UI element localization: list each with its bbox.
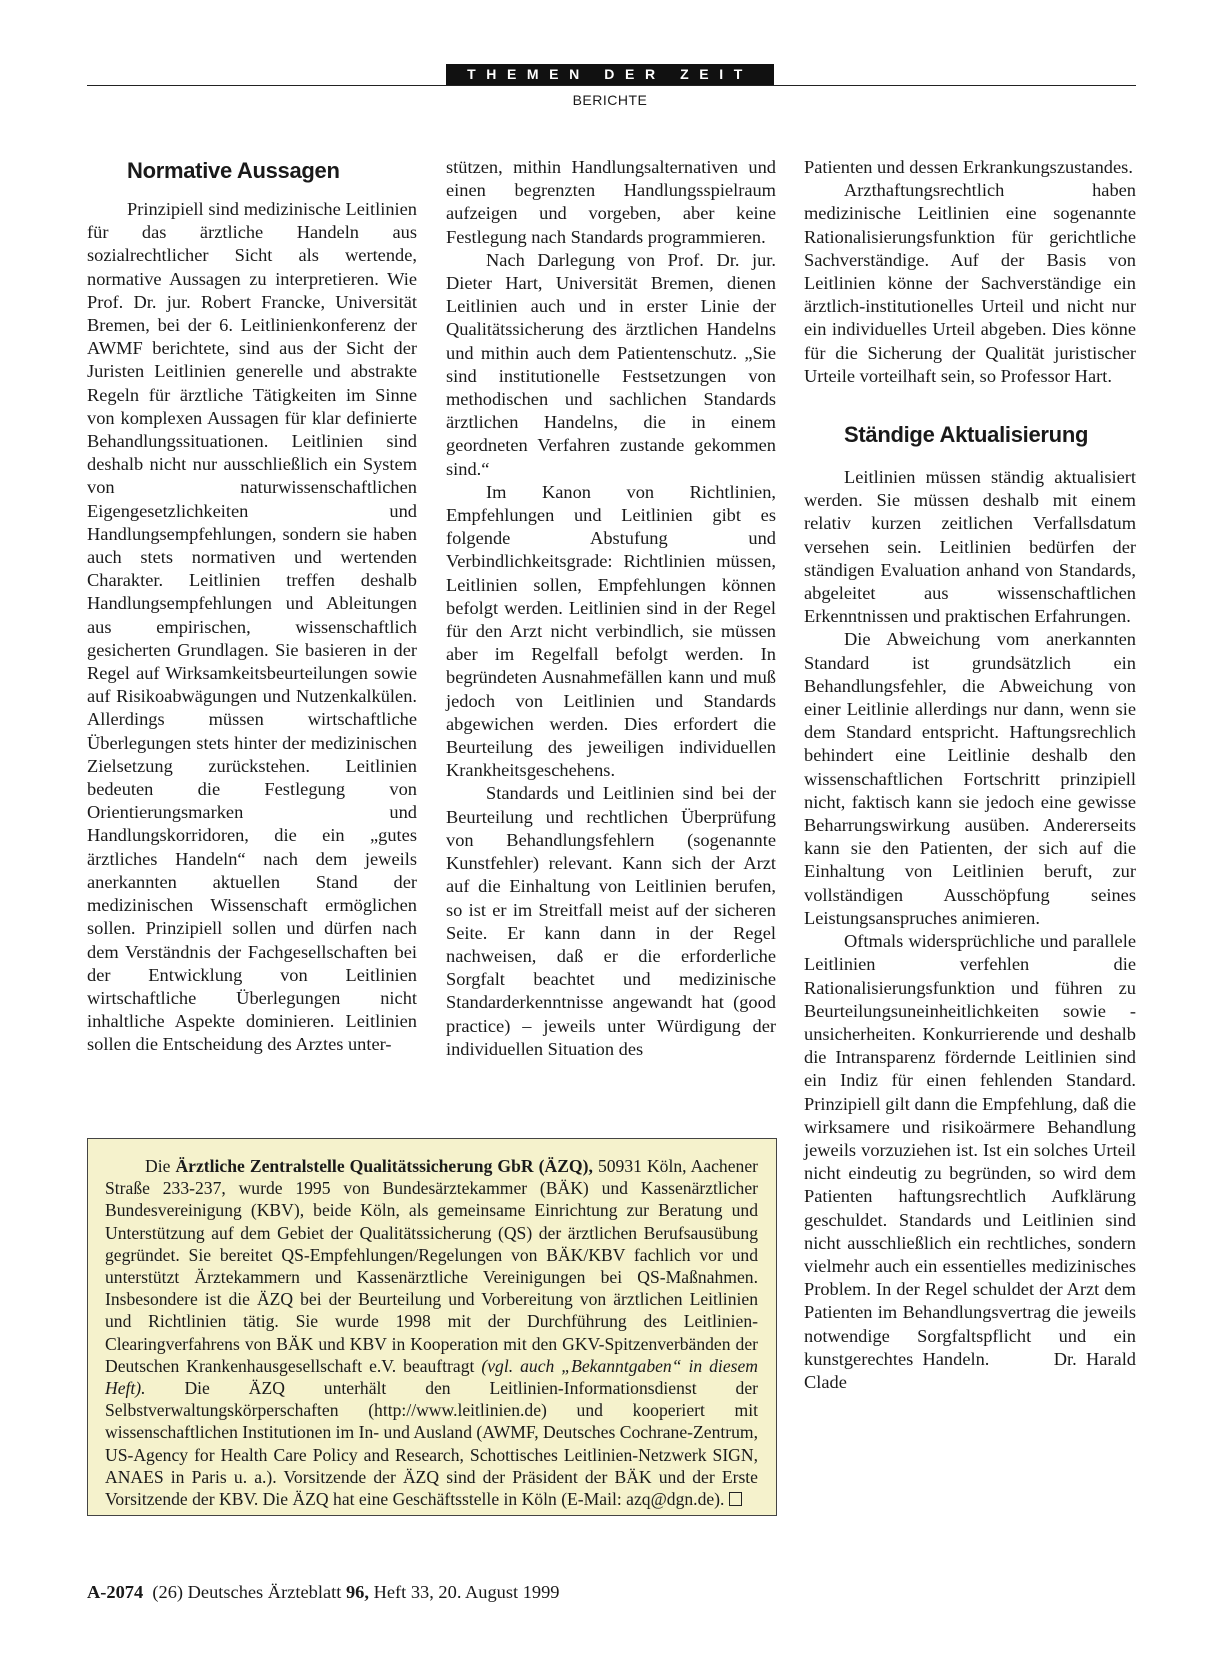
paragraph: Standards und Leitlinien sind bei der Beurteilung und rechtlichen Überprüfung von Behandlungsfehlern (sogenannte Kunstfehler) relevant. Kann sich der Arzt auf die Einhaltung von Leitlinien berufen, so ist er im Streitfall meist auf der sicheren Seite. Er kann dann in der Regel nachweisen, daß er die erforderliche Sorgfalt beachtet und medizinische Standarderkenntnisse angewandt hat (good practice) – jeweils unter Würdigung der individuellen Situation des [446,783,776,1059]
paragraph: Nach Darlegung von Prof. Dr. jur. Dieter Hart, Universität Bremen, dienen Leitlinien auch und in erster Linie der Qualitätssicherung des ärztlichen Handelns und mithin auch dem Patientenschutz. „Sie sind institutionelle Festsetzungen von methodischen und sachlichen Standards ärztlichen Handelns, die in einem geordneten Verfahren zustande gekommen sind.“ [446,249,776,479]
info-lead: Die [145,1156,171,1176]
column-2 [446,156,776,1116]
page-info: (26) Deutsches Ärzteblatt [152,1582,342,1602]
issue-info: Heft 33, 20. August 1999 [373,1582,560,1602]
section-subtitle: BERICHTE [572,92,648,108]
paragraph: Prinzipiell sind medizinische Leitlinien für das ärztliche Handeln aus sozialrechtlicher Sicht als wertende, normative Aussagen zu interpretieren. Wie Prof. Dr. jur. Robert Francke, Universität Bremen, bei der 6. Leitlinienkonferenz der AWMF berichtete, sind aus der Sicht der Juristen Leitlinien generelle und abstrakte Regeln für ärztliche Tätigkeiten im Sinne von komplexen Aussagen für klar definierte Behandlungssituationen. Leitlinien sind deshalb nicht nur ausschließlich ein System von naturwissenschaftlichen Eigengesetzlichkeiten und Handlungsempfehlungen, sondern sie haben auch stets normativen und wertenden Charakter. Leitlinien treffen deshalb Handlungsempfehlungen und Ableitungen aus empirischen, wissenschaftlich gesicherten Grundlagen. Sie basieren in der Regel auf Wirksamkeitsbeurteilungen sowie auf Risikoabwägungen und Nutzenkalkülen. Allerdings müssen wirtschaftliche Überlegungen stets hinter der medizinischen Zielsetzung zurückstehen. Leitlinien bedeuten die Festlegung von Orientierungsmarken und Handlungskorridoren, die ein „gutes ärztliches Handeln“ nach dem jeweils anerkannten aktuellen Stand der medizinischen Wissenschaft ermöglichen sollen. Prinzipiell sollen und dürfen nach dem Verständnis der Fachgesellschaften bei der Entwicklung von Leitlinien wirtschaftliche Überlegungen nicht inhaltliche Aspekte dominieren. Leitlinien sollen die Entscheidung des Arztes unter- [87,199,417,1055]
section-banner: THEMEN DER ZEIT [446,64,774,85]
paragraph: Leitlinien müssen ständig aktualisiert werden. Sie müssen deshalb mit einem relativ kurzen zeitlichen Verfallsdatum versehen sein. Leitlinien bedürfen der ständigen Evaluation anhand von Standards, abgeleitet aus wissenschaftlichen Erkenntnissen und praktischen Erfahrungen. [804,467,1136,627]
paragraph: Im Kanon von Richtlinien, Empfehlungen und Leitlinien gibt es folgende Abstufung und Verbindlichkeitsgrade: Richtlinien müssen, Leitlinien sollen, Empfehlungen können befolgt werden. Leitlinien sind in der Regel für den Arzt nicht verbindlich, sie müssen aber im Regelfall befolgt werden. In begründeten Ausnahmefällen kann und muß jedoch von Leitlinien und Standards abgewichen werden. Dies erfordert die Beurteilung des jeweiligen individuellen Krankheitsgeschehens. [446,481,776,781]
header-rule [87,85,1136,86]
heading-staendige-aktualisierung: Ständige Aktualisierung [844,422,1089,448]
page-number: A-2074 [87,1582,144,1602]
paragraph [804,930,1136,1394]
column-3 [804,156,1136,1534]
info-box-text [105,1155,758,1510]
end-square-icon [729,1492,742,1506]
info-text-2: Die ÄZQ unterhält den Leitlinien-Informationsdienst der Selbstverwaltungskörperschaften (http://www.leitlinien.de) und kooperiert mit wissenschaftlichen Institutionen im In- und Ausland (AWMF, Deutsches Cochrane-Zentrum, US-Agency for Health Care Policy and Research, Schottisches Leitlinien-Netzwerk SIGN, ANAES in Paris u. a.). Vorsitzende der ÄZQ sind der Präsident der BÄK und der Erste Vorsitzende der KBV. Die ÄZQ hat eine Geschäftsstelle in Köln (E-Mail: azq@dgn.de). [105,1378,758,1510]
info-italic-reference: (vgl. auch „Bekanntgaben“ in diesem Heft). [105,1355,758,1399]
organization-name: Ärztliche Zentralstelle Qualitätssicherung GbR (ÄZQ), [175,1156,593,1176]
paragraph-text: Oftmals widersprüchliche und parallele Leitlinien verfehlen die Rationalisierungsfunktion und führen zu Beurteilungsuneinheitlichkeiten sowie -unsicherheiten. Konkurrierende und deshalb die Intransparenz fördernde Leitlinien sind ein Indiz für einen fehlenden Standard. Prinzipiell gilt dann die Empfehlung, daß die wirksamere und risikoärmere Behandlung jeweils vorzuziehen ist. Ist ein solches Urteil nicht eindeutig zu begründen, so wird dem Patienten haftungsrechtlich Aufklärung geschuldet. Standards und Leitlinien sind nicht ausschließlich ein rechtliches, sondern vielmehr auch ein essentielles medizinisches Problem. In der Regel schuldet der Arzt dem Patienten im Behandlungsvertrag die jeweils notwendige Sorgfaltspflicht und ein kunstgerechtes Handeln. [804,931,1136,1369]
info-box-azq [87,1138,777,1516]
paragraph: Die Abweichung vom anerkannten Standard ist grundsätzlich ein Behandlungsfehler, die Abweichung von einer Leitlinie allerdings nur dann, wenn sie dem Standard entspricht. Haftungsrechlich behindert eine Leitlinie deshalb den wissenschaftlichen Fortschritt prinzipiell nicht, faktisch kann sie jedoch eine gewisse Beharrungswirkung ausüben. Andererseits kann sie den Patienten, der sich auf die Einhaltung von Leitlinien beruft, zur vollständigen Ausschöpfung seines Leistungsanspruches animieren. [804,629,1136,928]
paragraph: Arzthaftungsrechtlich haben medizinische Leitlinien eine sogenannte Rationalisierungsfunktion für gerichtliche Sachverständige. Auf der Basis von Leitlinien könne der Sachverständige ein ärztlich-institutionelles Urteil und nicht nur ein individuelles Urteil abgeben. Dies könne für die Sicherung der Qualität juristischer Urteile vorteilhaft sein, so Professor Hart. [804,180,1136,386]
page-footer [87,1582,560,1603]
paragraph: Patienten und dessen Erkrankungszustandes. [804,157,1133,177]
author-name: Dr. Harald Clade [804,1348,1137,1392]
paragraph: stützen, mithin Handlungsalternativen und einen begrenzten Handlungsspielraum aufzeigen und vorgeben, aber keine Festlegung nach Standards programmieren. [446,157,776,247]
column-1 [87,156,417,1116]
volume-number: 96, [345,1582,369,1602]
heading-normative-aussagen: Normative Aussagen [127,158,340,183]
info-text-1: 50931 Köln, Aachener Straße 233-237, wurde 1995 von Bundesärztekammer (BÄK) und Kassenärztlicher Bundesvereinigung (KBV), beide Köln, als gemeinsame Einrichtung zur Beratung und Unterstützung auf dem Gebiet der Qualitätssicherung (QS) der ärztlichen Berufsausübung gegründet. Sie bereitet QS-Empfehlungen/Regelungen von BÄK/KBV fachlich vor und unterstützt Ärztekammern und Kassenärztliche Vereinigungen bei QS-Maßnahmen. Insbesondere ist die ÄZQ bei der Beurteilung und Vorbereitung von ärztlichen Leitlinien und Richtlinien tätig. Sie wurde 1998 mit der Durchführung des Leitlinien-Clearingverfahrens von BÄK und KBV in Kooperation mit den GKV-Spitzenverbänden der Deutschen Krankenhausgesellschaft e.V. beauftragt [105,1156,759,1376]
